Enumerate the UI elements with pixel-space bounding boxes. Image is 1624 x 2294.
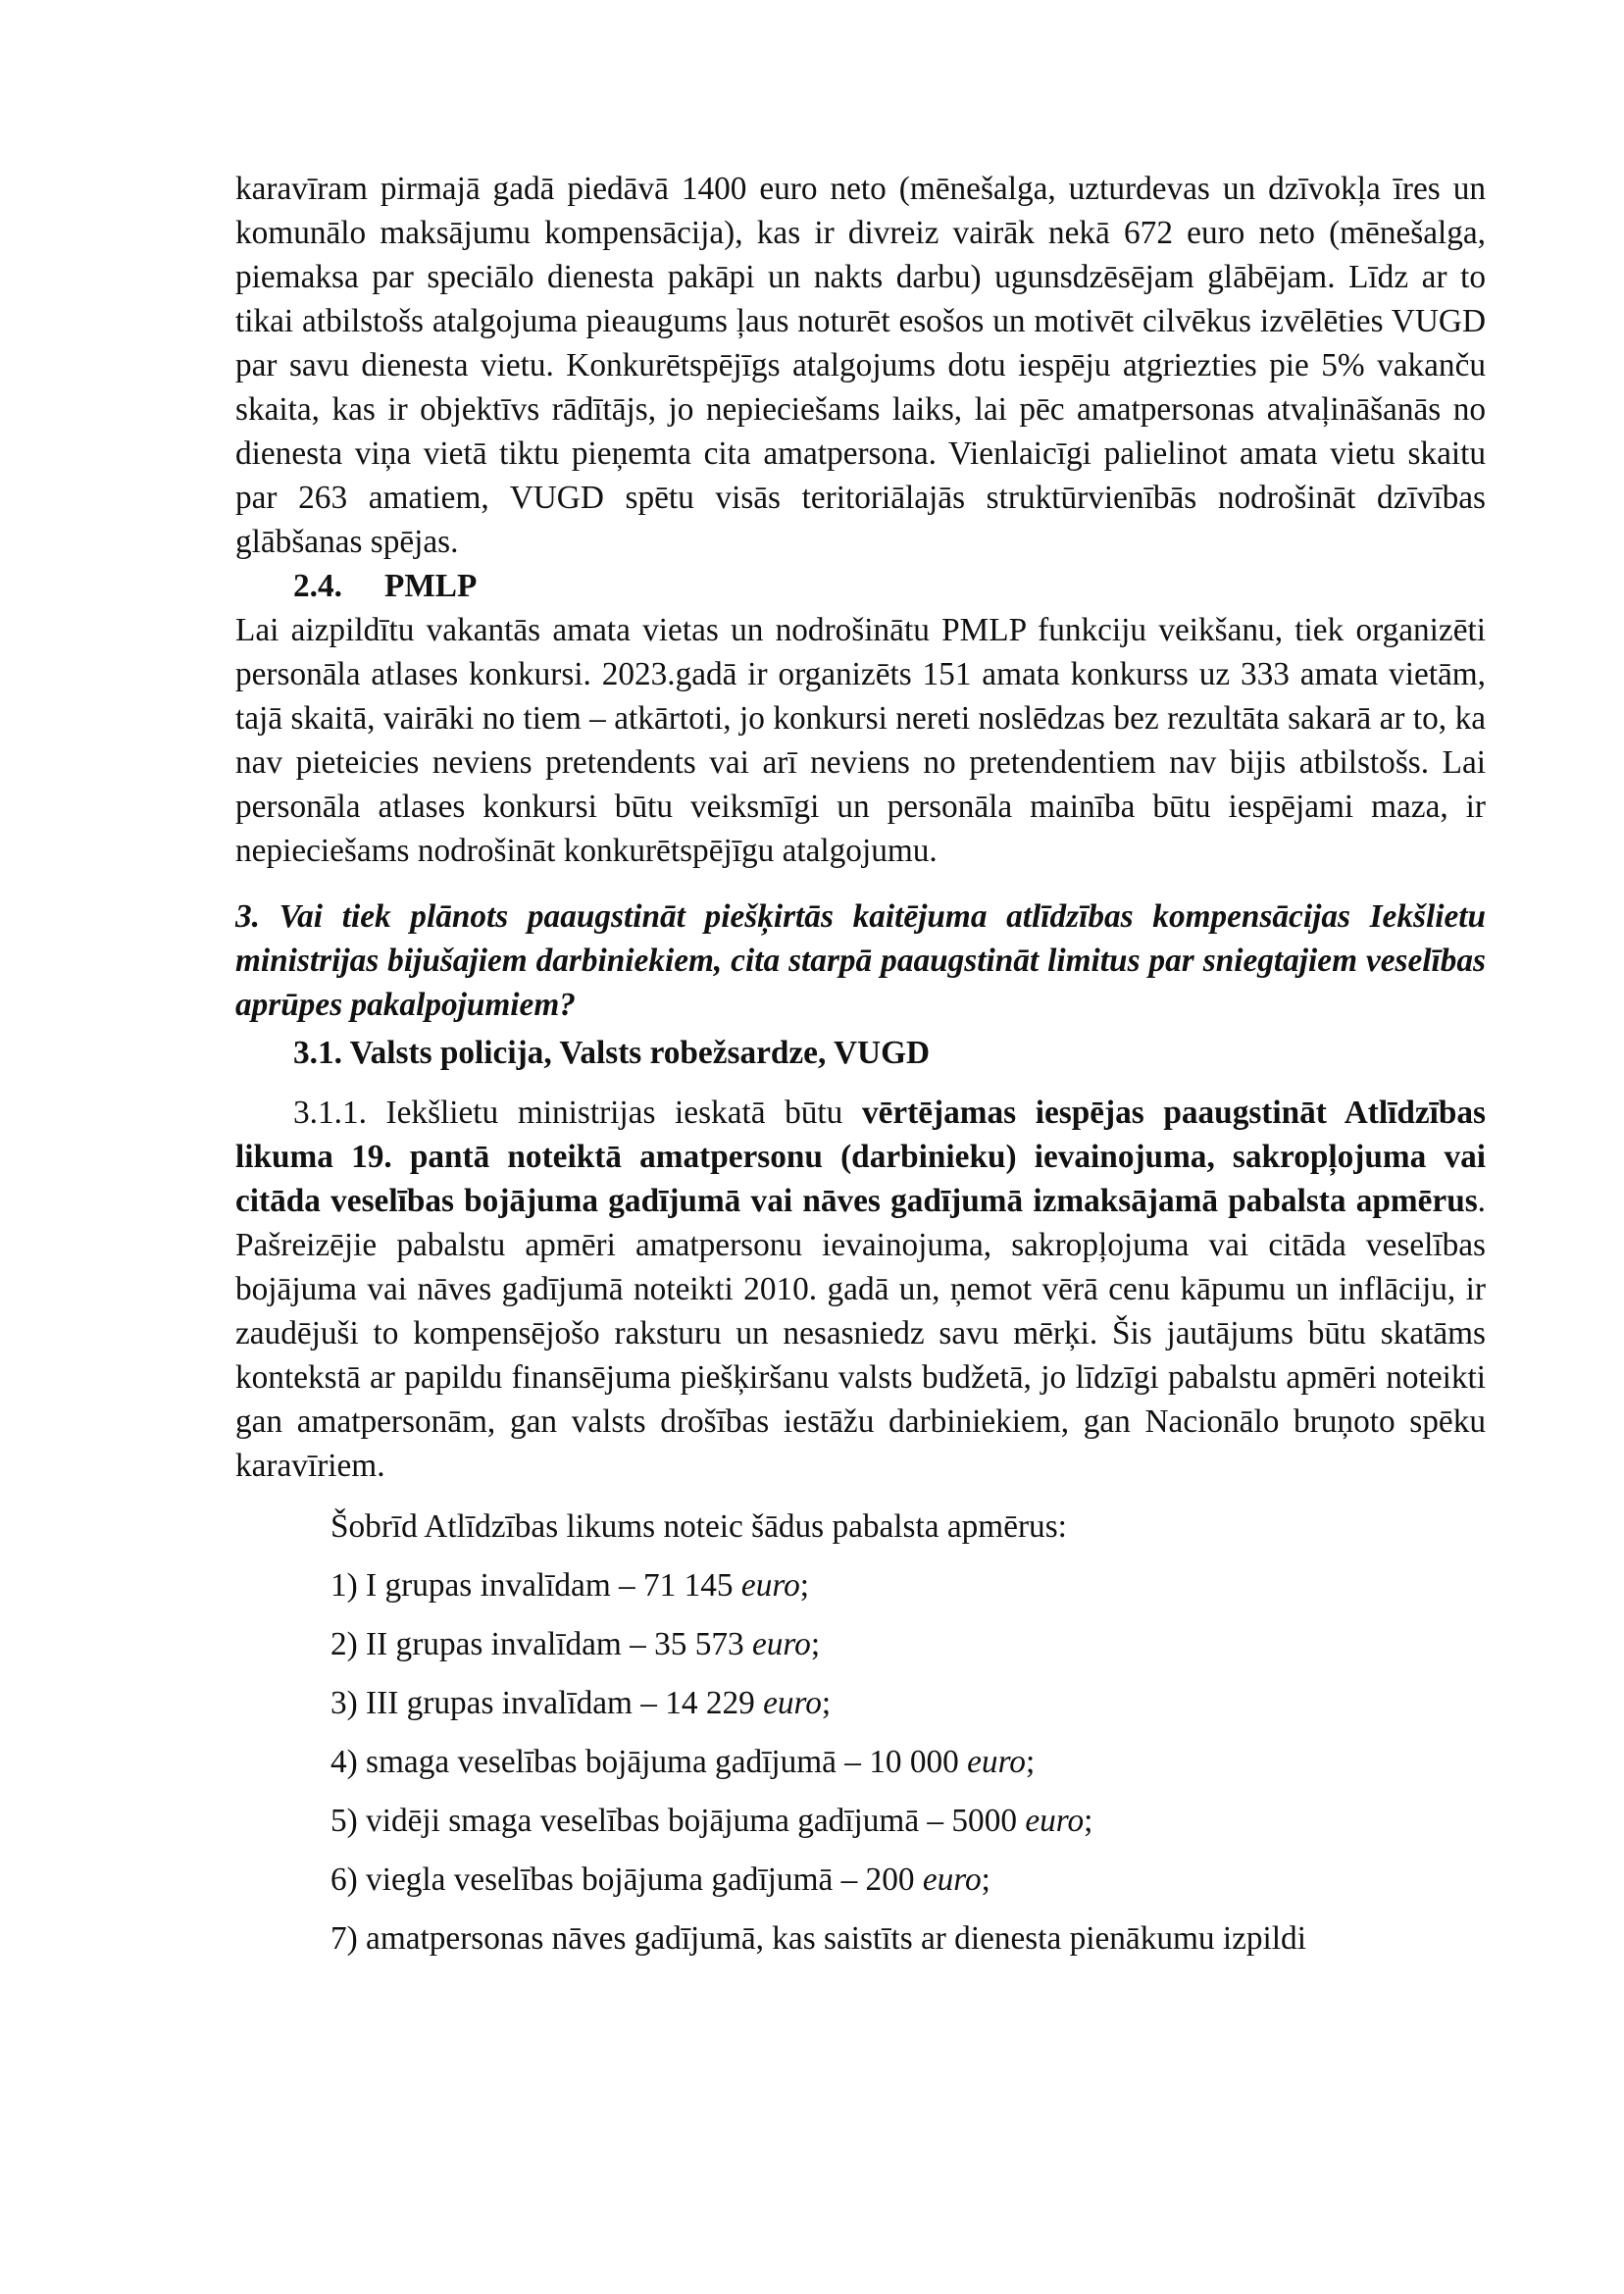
list-item: 7) amatpersonas nāves gadījumā, kas saistīts ar dienesta pienākumu izpildi bbox=[330, 1920, 1306, 1957]
paragraph-bold-text: vērtējamas iespējas paaugstināt Atlīdzības likuma 19. pantā noteiktā amatpersonu (darbinieku) ievainojuma, sakropļojuma vai citāda veselības bojājuma gadījumā vai nāves gadījumā izmaksājamā pabalsta apmērus bbox=[235, 1095, 1487, 1219]
question-3-heading: 3. Vai tiek plānots paaugstināt piešķirtās kaitējuma atlīdzības kompensācijas Iekšlietu ministrijas bijušajiem darbiniekiem, cita starpā paaugstināt limitus par sniegtajiem veselības aprūpes pakalpojumiem? bbox=[235, 898, 1486, 1023]
list-item: 6) viegla veselības bojājuma gadījumā – 200 euro; bbox=[330, 1861, 990, 1898]
list-lead: Šobrīd Atlīdzības likums noteic šādus pabalsta apmērus: bbox=[330, 1508, 1067, 1545]
paragraph-3-1-1 bbox=[235, 1091, 1486, 1488]
list-item: 4) smaga veselības bojājuma gadījumā – 10 000 euro; bbox=[330, 1744, 1036, 1780]
paragraph-rest: . Pašreizējie pabalstu apmēri amatpersonu ievainojuma, sakropļojuma vai citāda veselības bojājuma vai nāves gadījumā noteikti 2010. gadā un, ņemot vērā cenu kāpumu un inflāciju, ir zaudējuši to kompensējošo raksturu un nesasniedz savu mērķi. Šis jautājums būtu skatāms kontekstā ar papildu finansējuma piešķiršanu valsts budžetā, jo līdzīgi pabalstu apmēri noteikti gan amatpersonām, gan valsts drošības iestāžu darbiniekiem, gan Nacionālo bruņoto spēku karavīriem. bbox=[235, 1183, 1486, 1484]
benefit-list bbox=[235, 1556, 1486, 1968]
list-item: 1) I grupas invalīdam – 71 145 euro; bbox=[330, 1567, 809, 1604]
section-number: 2.4. bbox=[293, 568, 342, 604]
document-page bbox=[235, 167, 1486, 1968]
section-title: PMLP bbox=[384, 568, 478, 604]
list-item: 3) III grupas invalīdam – 14 229 euro; bbox=[330, 1685, 832, 1721]
list-item: 2) II grupas invalīdam – 35 573 euro; bbox=[330, 1626, 821, 1662]
section-heading-2-4 bbox=[235, 564, 1486, 608]
paragraph-pmlp: Lai aizpildītu vakantās amata vietas un nodrošinātu PMLP funkciju veikšanu, tiek organizēti personāla atlases konkursi. 2023.gadā ir organizēts 151 amata konkurss uz 333 amata vietām, tajā skaitā, vairāki no tiem – atkārtoti, jo konkursi nereti noslēdzas bez rezultāta sakarā ar to, ka nav pieteicies neviens pretendents vai arī neviens no pretendentiem nav bijis atbilstošs. Lai personāla atlases konkursi būtu veiksmīgi un personāla mainība būtu iespējami maza, ir nepieciešams nodrošināt konkurētspējīgu atalgojumu. bbox=[235, 612, 1486, 869]
paragraph-vugd-salary: karavīram pirmajā gadā piedāvā 1400 euro neto (mēnešalga, uzturdevas un dzīvokļa īres un komunālo maksājumu kompensācija), kas ir divreiz vairāk nekā 672 euro neto (mēnešalga, piemaksa par speciālo dienesta pakāpi un nakts darbu) ugunsdzēsējam glābējam. Līdz ar to tikai atbilstošs atalgojuma pieaugums ļaus noturēt esošos un motivēt cilvēkus izvēlēties VUGD par savu dienesta vietu. Konkurētspējīgs atalgojums dotu iespēju atgriezties pie 5% vakanču skaita, kas ir objektīvs rādītājs, jo nepieciešams laiks, lai pēc amatpersonas atvaļināšanās no dienesta viņa vietā tiktu pieņemta cita amatpersona. Vienlaicīgi palielinot amata vietu skaitu par 263 amatiem, VUGD spētu visās teritoriālajās struktūrvienībās nodrošināt dzīvības glābšanas spējas. bbox=[235, 171, 1486, 560]
section-heading-3-1: 3.1. Valsts policija, Valsts robežsardze, VUGD bbox=[293, 1035, 931, 1071]
list-item: 5) vidēji smaga veselības bojājuma gadījumā – 5000 euro; bbox=[330, 1803, 1093, 1839]
paragraph-lead: 3.1.1. Iekšlietu ministrijas ieskatā būtu bbox=[293, 1095, 862, 1131]
